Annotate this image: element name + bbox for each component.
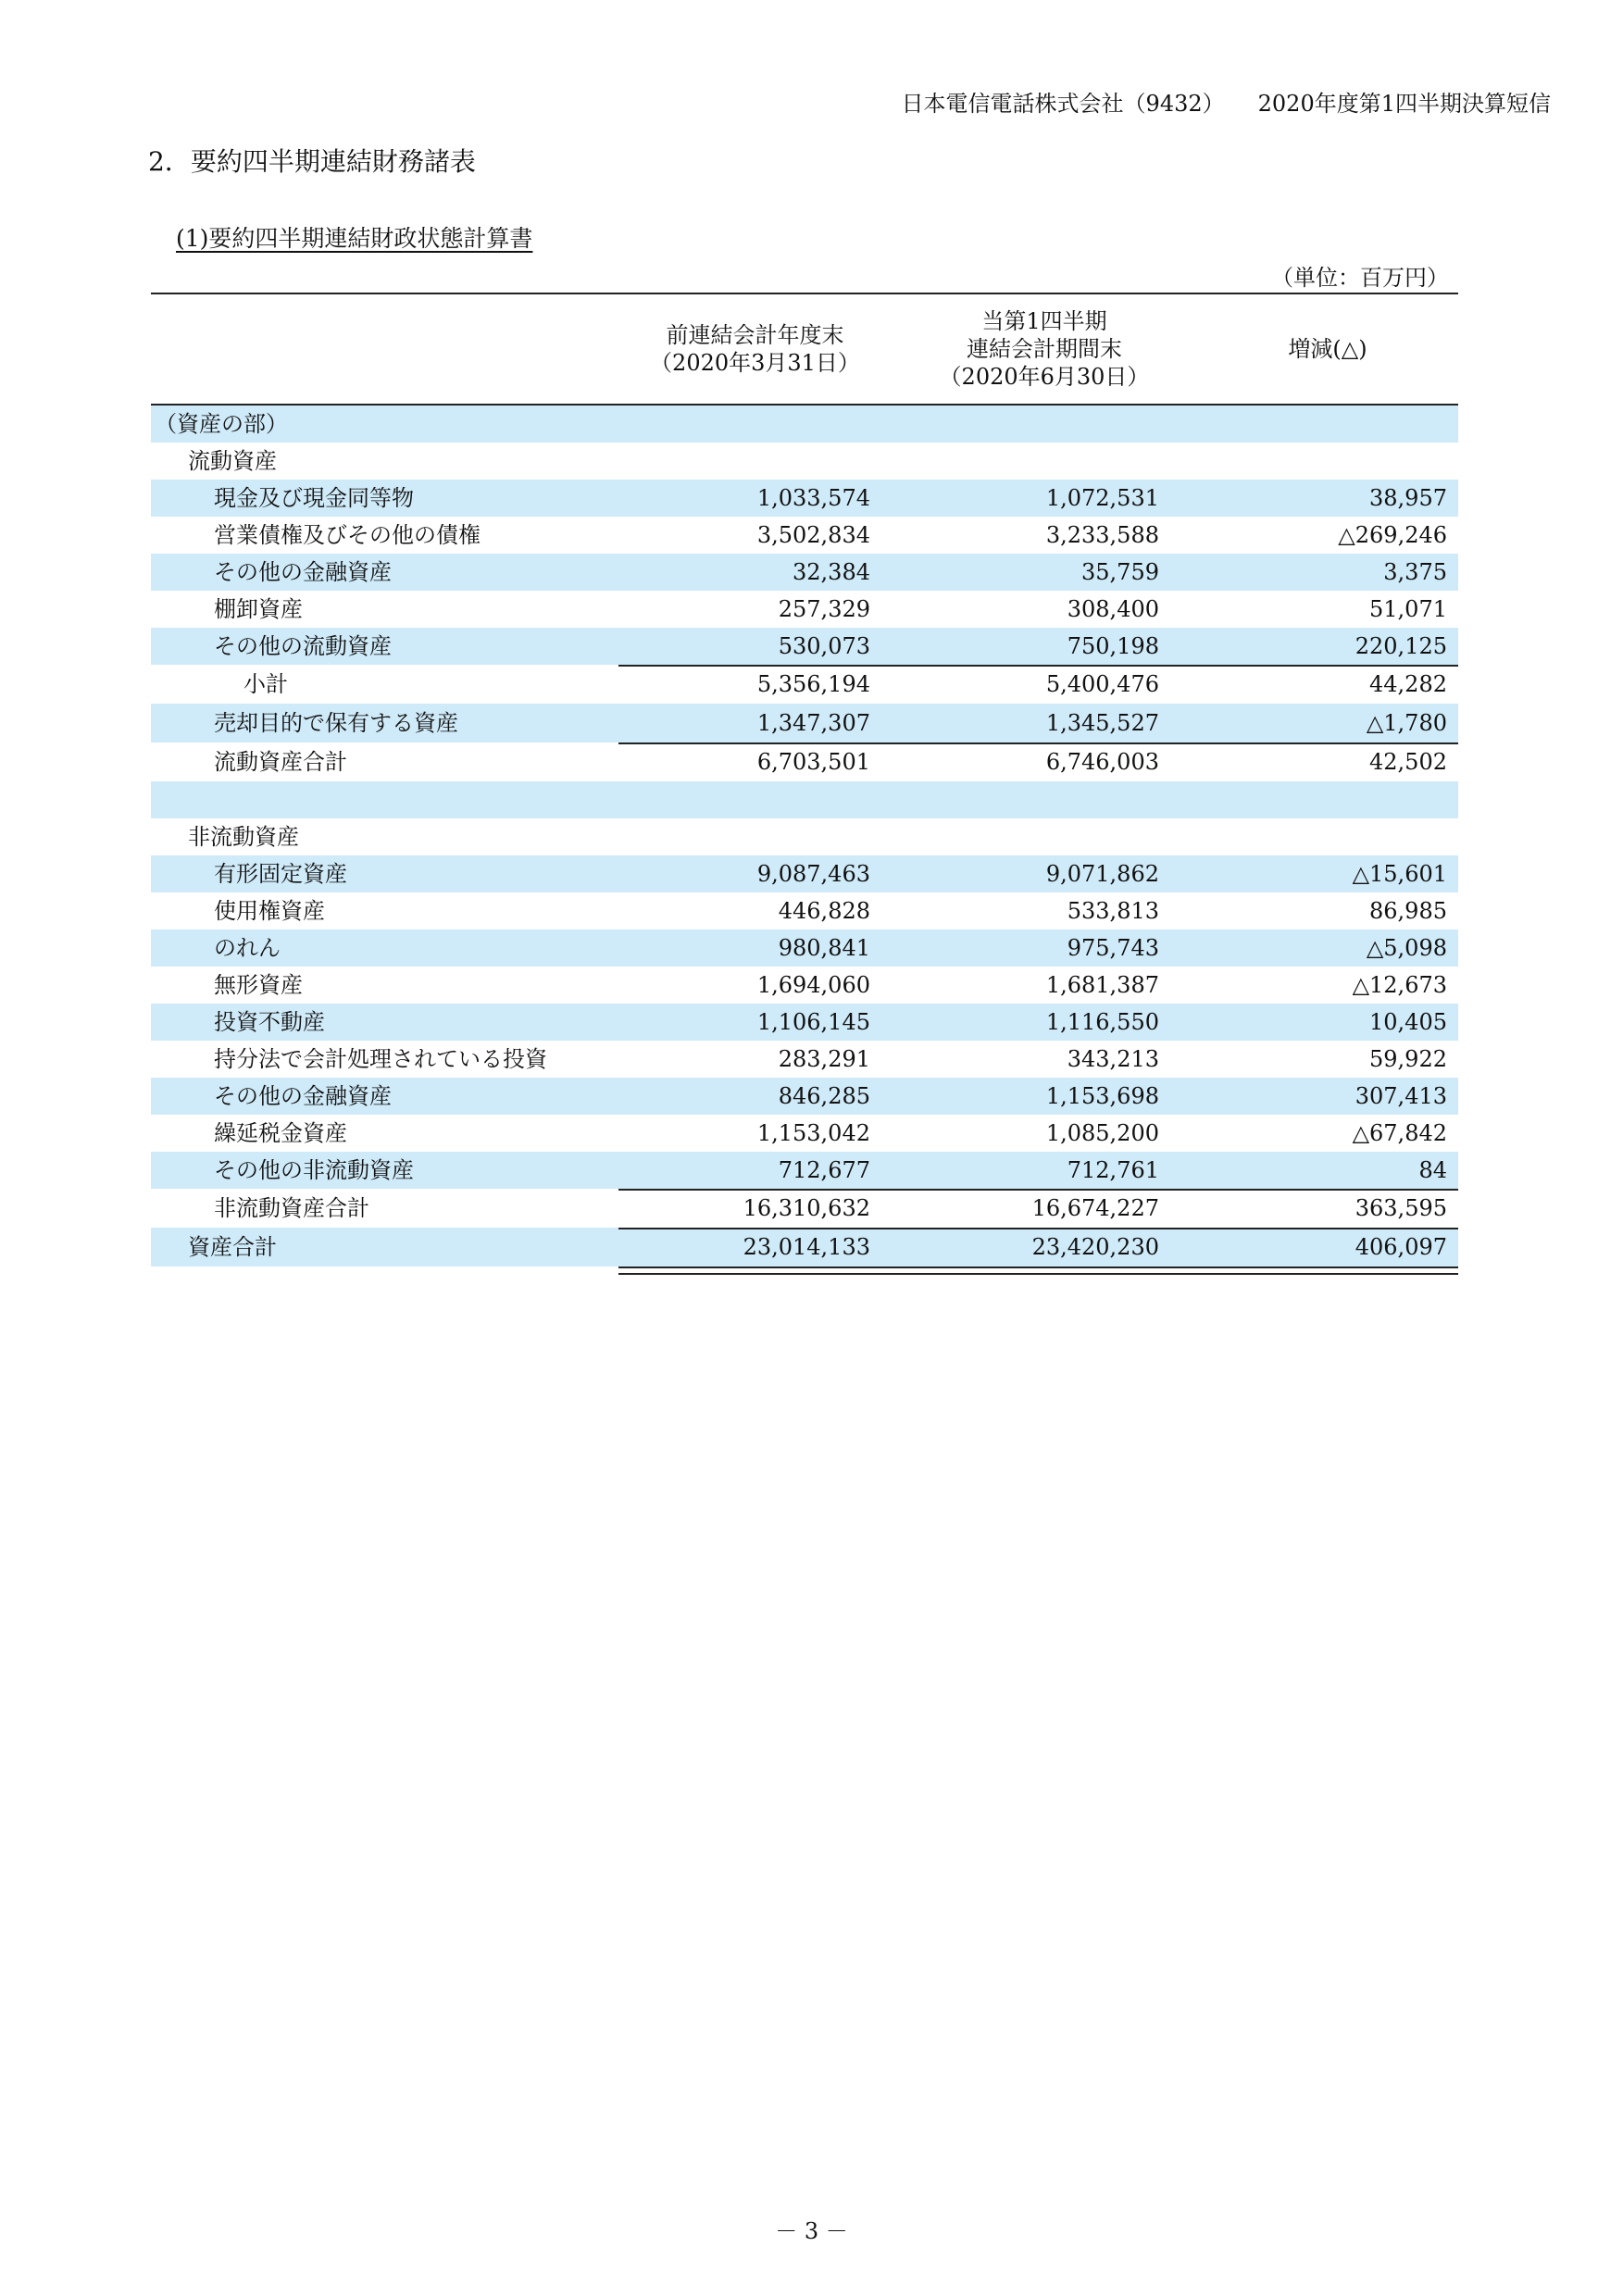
value-diff: 3,375 [1383, 559, 1447, 585]
row-label: 売却目的で保有する資産 [214, 710, 458, 736]
row-label: その他の流動資産 [214, 633, 392, 659]
table-header [151, 294, 1458, 406]
table-row [151, 967, 1458, 1004]
value-prev: 32,384 [793, 559, 870, 585]
value-diff: △12,673 [1352, 972, 1447, 998]
value-diff: △67,842 [1352, 1120, 1447, 1146]
table-row [151, 665, 1458, 704]
row-label: 営業債権及びその他の債権 [214, 522, 481, 548]
row-label: 使用権資産 [214, 898, 325, 924]
table-row [151, 930, 1458, 967]
row-label: 投資不動産 [214, 1009, 325, 1035]
table-row [151, 1189, 1458, 1228]
column-header-diff-line1: 増減(△) [1288, 336, 1367, 362]
value-prev: 530,073 [778, 633, 870, 659]
value-curr: 712,761 [1067, 1157, 1159, 1183]
row-label: 持分法で会計処理されている投資 [214, 1046, 547, 1072]
value-prev: 1,347,307 [756, 710, 870, 736]
value-prev: 6,703,501 [756, 749, 870, 775]
table-row [151, 480, 1458, 517]
row-label: 繰延税金資産 [214, 1120, 347, 1146]
row-label: その他の非流動資産 [214, 1157, 414, 1183]
row-label: （資産の部） [155, 411, 288, 437]
unit-label: （単位：百万円） [1271, 265, 1449, 291]
value-diff: 307,413 [1355, 1083, 1447, 1109]
value-curr: 16,674,227 [1031, 1195, 1159, 1221]
table-row [151, 406, 1458, 443]
report-title: 2020年度第1四半期決算短信 [1257, 91, 1551, 117]
row-label: 無形資産 [214, 972, 303, 998]
table-row [151, 1228, 1458, 1267]
row-label: 小計 [243, 671, 288, 697]
value-prev: 257,329 [778, 596, 870, 622]
value-prev: 446,828 [778, 898, 870, 924]
row-label: のれん [214, 935, 281, 961]
value-curr: 3,233,588 [1045, 522, 1159, 548]
value-prev: 5,356,194 [756, 671, 870, 697]
value-prev: 712,677 [778, 1157, 870, 1183]
table-row [151, 855, 1458, 892]
value-prev: 9,087,463 [756, 861, 870, 887]
row-label: 有形固定資産 [214, 861, 347, 887]
column-header-curr-line2: 連結会計期間末 [967, 336, 1122, 362]
table-row [151, 1078, 1458, 1115]
table-row [151, 1115, 1458, 1152]
value-prev: 283,291 [778, 1046, 870, 1072]
value-curr: 1,085,200 [1045, 1120, 1159, 1146]
value-prev: 16,310,632 [743, 1195, 870, 1221]
value-diff: 51,071 [1369, 596, 1447, 622]
page-header [902, 85, 1551, 118]
row-label: 非流動資産合計 [214, 1195, 369, 1221]
table-row [151, 742, 1458, 781]
value-diff: △5,098 [1366, 935, 1447, 961]
value-curr: 1,681,387 [1045, 972, 1159, 998]
value-curr: 343,213 [1067, 1046, 1159, 1072]
section-title: 2．要約四半期連結財務諸表 [148, 146, 476, 177]
value-diff: 220,125 [1355, 633, 1447, 659]
value-prev: 23,014,133 [743, 1234, 870, 1260]
value-diff: 38,957 [1369, 485, 1447, 511]
row-label: 現金及び現金同等物 [214, 485, 414, 511]
value-diff: 10,405 [1369, 1009, 1447, 1035]
table-row [151, 628, 1458, 665]
value-diff: △15,601 [1352, 861, 1447, 887]
value-prev: 3,502,834 [756, 522, 870, 548]
value-diff: 406,097 [1355, 1234, 1447, 1260]
value-diff: 84 [1418, 1157, 1447, 1183]
value-prev: 846,285 [778, 1083, 870, 1109]
value-diff: △269,246 [1338, 522, 1447, 548]
table-row [151, 591, 1458, 628]
value-curr: 975,743 [1067, 935, 1159, 961]
value-diff: 42,502 [1369, 749, 1447, 775]
table-body [151, 406, 1458, 1275]
value-prev: 1,033,574 [756, 485, 870, 511]
column-header-curr-line1: 当第1四半期 [981, 308, 1107, 334]
value-curr: 1,116,550 [1045, 1009, 1159, 1035]
total-double-rule [618, 1267, 1458, 1275]
table-row [151, 704, 1458, 742]
row-label: その他の金融資産 [214, 559, 392, 585]
column-header-curr-line3: （2020年6月30日） [939, 364, 1150, 390]
table-row [151, 892, 1458, 930]
value-curr: 5,400,476 [1045, 671, 1159, 697]
value-prev: 1,694,060 [756, 972, 870, 998]
value-curr: 750,198 [1067, 633, 1159, 659]
value-diff: 59,922 [1369, 1046, 1447, 1072]
row-label: その他の金融資産 [214, 1083, 392, 1109]
value-prev: 980,841 [778, 935, 870, 961]
value-diff: 86,985 [1369, 898, 1447, 924]
row-label: 棚卸資産 [214, 596, 303, 622]
value-diff: △1,780 [1366, 710, 1447, 736]
page-number: － 3 － [775, 2218, 848, 2244]
value-diff: 363,595 [1355, 1195, 1447, 1221]
row-label: 非流動資産 [188, 824, 299, 850]
table-row [151, 1041, 1458, 1078]
column-header-prev-line1: 前連結会計年度末 [666, 322, 844, 348]
table-row [151, 818, 1458, 855]
value-diff: 44,282 [1369, 671, 1447, 697]
column-header-prev [618, 294, 892, 404]
value-prev: 1,153,042 [756, 1120, 870, 1146]
row-label: 資産合計 [188, 1234, 277, 1260]
table-row [151, 781, 1458, 818]
value-curr: 9,071,862 [1045, 861, 1159, 887]
value-curr: 533,813 [1067, 898, 1159, 924]
value-curr: 6,746,003 [1045, 749, 1159, 775]
table-row [151, 443, 1458, 480]
column-header-prev-line2: （2020年3月31日） [650, 350, 860, 376]
value-curr: 23,420,230 [1031, 1234, 1159, 1260]
value-curr: 1,153,698 [1045, 1083, 1159, 1109]
table-row [151, 517, 1458, 554]
table-row [151, 1152, 1458, 1189]
value-curr: 35,759 [1081, 559, 1159, 585]
company-name: 日本電信電話株式会社（9432） [901, 91, 1214, 117]
sub-title: (1)要約四半期連結財政状態計算書 [176, 225, 533, 252]
table-row [151, 1004, 1458, 1041]
row-label: 流動資産合計 [214, 749, 347, 775]
column-header-diff [1197, 294, 1458, 404]
column-header-curr [910, 294, 1179, 404]
row-label: 流動資産 [188, 448, 277, 474]
value-curr: 308,400 [1067, 596, 1159, 622]
value-curr: 1,072,531 [1045, 485, 1159, 511]
value-prev: 1,106,145 [756, 1009, 870, 1035]
table-row [151, 554, 1458, 591]
balance-sheet-table [151, 293, 1458, 1275]
value-curr: 1,345,527 [1045, 710, 1159, 736]
